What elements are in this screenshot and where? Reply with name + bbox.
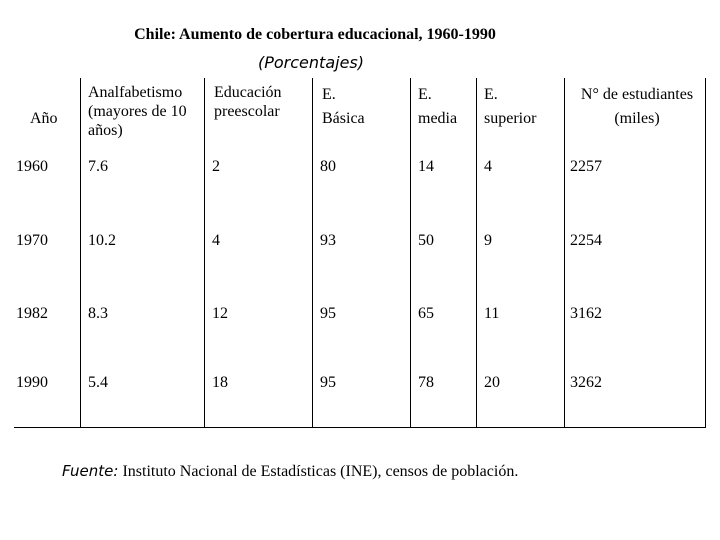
cell-illiteracy: 7.6 <box>88 158 108 175</box>
header-higher-line2: superior <box>484 110 537 127</box>
cell-illiteracy: 10.2 <box>88 232 116 249</box>
header-students-line1: N° de estudiantes <box>580 86 694 103</box>
cell-secondary: 14 <box>418 158 434 175</box>
source-text: Instituto Nacional de Estadísticas (INE), censos de población. <box>118 463 519 480</box>
cell-basic: 80 <box>320 158 336 175</box>
cell-preschool: 18 <box>212 374 228 391</box>
header-illiteracy-line1: Analfabetismo <box>88 84 183 101</box>
header-preschool-line1: Educación <box>214 84 282 101</box>
cell-students: 2254 <box>570 232 602 249</box>
cell-secondary: 50 <box>418 232 434 249</box>
cell-year: 1982 <box>16 305 48 322</box>
cell-basic: 93 <box>320 232 336 249</box>
cell-secondary: 78 <box>418 374 434 391</box>
cell-basic: 95 <box>320 374 336 391</box>
header-basic-line1: E. <box>322 86 336 103</box>
cell-year: 1990 <box>16 374 48 391</box>
header-secondary-line2: media <box>418 110 458 127</box>
data-table <box>14 78 706 428</box>
cell-preschool: 2 <box>212 158 220 175</box>
header-students-line2: (miles) <box>614 110 660 127</box>
cell-higher: 4 <box>484 158 492 175</box>
cell-higher: 9 <box>484 232 492 249</box>
page-subtitle: (Porcentajes) <box>258 53 364 72</box>
header-illiteracy-line3: años) <box>88 122 123 139</box>
source-note <box>62 462 518 481</box>
header-illiteracy-line2: (mayores de 10 <box>88 103 187 120</box>
cell-basic: 95 <box>320 305 336 322</box>
cell-preschool: 12 <box>212 305 228 322</box>
cell-students: 3162 <box>570 305 602 322</box>
page-title: Chile: Aumento de cobertura educacional, 1960-1990 <box>134 26 496 43</box>
cell-illiteracy: 5.4 <box>88 374 108 391</box>
cell-students: 2257 <box>570 158 602 175</box>
column-divider <box>204 78 205 427</box>
cell-secondary: 65 <box>418 305 434 322</box>
column-divider <box>564 78 565 427</box>
column-divider <box>312 78 313 427</box>
cell-year: 1970 <box>16 232 48 249</box>
header-year: Año <box>30 110 58 127</box>
cell-students: 3262 <box>570 374 602 391</box>
source-label: Fuente: <box>62 462 119 480</box>
header-basic-line2: Básica <box>322 110 365 127</box>
cell-higher: 11 <box>484 305 500 322</box>
cell-preschool: 4 <box>212 232 220 249</box>
header-preschool-line2: preescolar <box>214 103 280 120</box>
column-divider <box>410 78 411 427</box>
cell-higher: 20 <box>484 374 500 391</box>
cell-year: 1960 <box>16 158 48 175</box>
column-divider <box>80 78 81 427</box>
column-divider <box>476 78 477 427</box>
cell-illiteracy: 8.3 <box>88 305 108 322</box>
header-secondary-line1: E. <box>418 86 432 103</box>
header-higher-line1: E. <box>484 86 498 103</box>
